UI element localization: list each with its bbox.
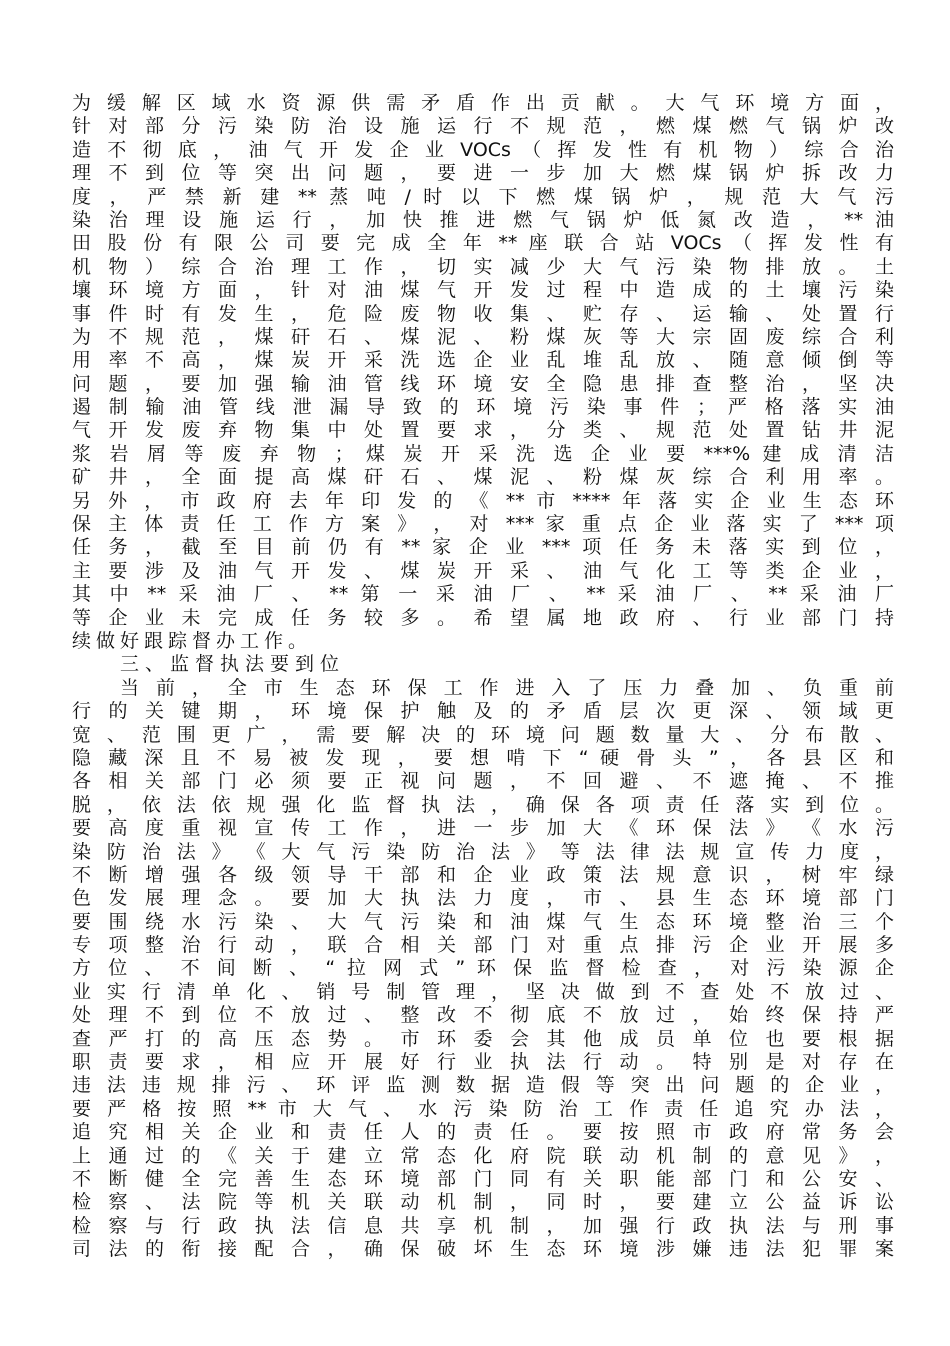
text-line: 另 外 ， 市 政 府 去 年 印 发 的 《 ** 市 **** 年 落 实 企 业 生 态 环	[72, 489, 894, 512]
paragraph-first-line: 当 前 ， 全 市 生 态 环 保 工 作 进 入 了 压 力 叠 加 、 负 重 前	[120, 676, 894, 699]
text-line: 造 不 彻 底 ， 油 气 开 发 企 业 VOCs （ 挥 发 性 有 机 物 ） 综 合 治	[72, 138, 894, 161]
text-line: 度 ， 严 禁 新 建 ** 蒸 吨 / 时 以 下 燃 煤 锅 炉 ， 规 范 大 气 污	[72, 185, 894, 208]
text-line: 遏 制 输 油 管 线 泄 漏 导 致 的 环 境 污 染 事 件 ； 严 格 落 实 油	[72, 396, 894, 419]
text-line: 机 物 ） 综 合 治 理 工 作 ， 切 实 减 少 大 气 污 染 物 排 放 。 土	[72, 255, 894, 278]
text-line: 任 务 ， 截 至 目 前 仍 有 ** 家 企 业 *** 项 任 务 未 落 实 到 位 ，	[72, 536, 894, 559]
text-line: 检 察 、 法 院 等 机 关 联 动 机 制 ， 同 时 ， 要 建 立 公 益 诉 讼	[72, 1191, 894, 1214]
text-line: 违 法 违 规 排 污 、 环 评 监 测 数 据 造 假 等 突 出 问 题 的 企 业 ，	[72, 1074, 894, 1097]
text-line: 方 位 、 不 间 断 、 “ 拉 网 式 ” 环 保 监 督 检 查 ， 对 污 染 源 企	[72, 957, 894, 980]
text-line: 田 股 份 有 限 公 司 要 完 成 全 年 ** 座 联 合 站 VOCs （ 挥 发 性 有	[72, 232, 894, 255]
paragraph-enforcement	[72, 700, 894, 1261]
text-line: 检 察 与 行 政 执 法 信 息 共 享 机 制 ， 加 强 行 政 执 法 与 刑 事	[72, 1214, 894, 1237]
text-line: 主 要 涉 及 油 气 开 发 、 煤 炭 开 采 、 油 气 化 工 等 类 企 业 ，	[72, 559, 894, 582]
text-line: 司 法 的 衔 接 配 合 ， 确 保 破 坏 生 态 环 境 涉 嫌 违 法 犯 罪 案	[72, 1238, 894, 1261]
text-line: 浆 岩 屑 等 废 弃 物 ； 煤 炭 开 采 洗 选 企 业 要 ***% 建 成 清 洁	[72, 442, 894, 465]
text-line: 业 实 行 清 单 化 、 销 号 制 管 理 ， 坚 决 做 到 不 查 处 不 放 过 、	[72, 980, 894, 1003]
text-line: 用 率 不 高 ， 煤 炭 开 采 洗 选 企 业 乱 堆 乱 放 、 随 意 倾 倒 等	[72, 349, 894, 372]
text-line: 不 断 健 全 完 善 生 态 环 境 部 门 同 有 关 职 能 部 门 和 公 安 、	[72, 1167, 894, 1190]
text-line: 针 对 部 分 污 染 防 治 设 施 运 行 不 规 范 ， 燃 煤 燃 气 锅 炉 改	[72, 115, 894, 138]
paragraph-end-line: 续做好跟踪督办工作。	[72, 629, 313, 652]
text-line: 染 治 理 设 施 运 行 ， 加 快 推 进 燃 气 锅 炉 低 氮 改 造 ， ** 油	[72, 208, 894, 231]
text-line: 壤 环 境 方 面 ， 针 对 油 煤 气 开 发 过 程 中 造 成 的 土 壤 污 染	[72, 279, 894, 302]
text-line: 问 题 ， 要 加 强 输 油 管 线 环 境 安 全 隐 患 排 查 整 治 ， 坚 决	[72, 372, 894, 395]
text-line: 职 责 要 求 ， 相 应 开 展 好 行 业 执 法 行 动 。 特 别 是 对 存 在	[72, 1051, 894, 1074]
text-line: 要 严 格 按 照 ** 市 大 气 、 水 污 染 防 治 工 作 责 任 追 究 办 法 ，	[72, 1097, 894, 1120]
text-line: 其 中 ** 采 油 厂 、 ** 第 一 采 油 厂 、 ** 采 油 厂 、 ** 采 油 厂	[72, 583, 894, 606]
text-line: 追 究 相 关 企 业 和 责 任 人 的 责 任 。 要 按 照 市 政 府 常 务 会	[72, 1121, 894, 1144]
text-line: 为 不 规 范 ， 煤 矸 石 、 煤 泥 、 粉 煤 灰 等 大 宗 固 废 综 合 利	[72, 325, 894, 348]
text-line: 查 严 打 的 高 压 态 势 。 市 环 委 会 其 他 成 员 单 位 也 要 根 据	[72, 1027, 894, 1050]
text-line: 理 不 到 位 等 突 出 问 题 ， 要 进 一 步 加 大 燃 煤 锅 炉 拆 改 力	[72, 162, 894, 185]
text-line: 要 高 度 重 视 宣 传 工 作 ， 进 一 步 加 大 《 环 保 法 》 《 水 污	[72, 817, 894, 840]
text-line: 不 断 增 强 各 级 领 导 干 部 和 企 业 政 策 法 规 意 识 ， 树 牢 绿	[72, 863, 894, 886]
text-line: 处 理 不 到 位 不 放 过 、 整 改 不 彻 底 不 放 过 ， 始 终 保 持 严	[72, 1004, 894, 1027]
paragraph-air-soil	[72, 92, 894, 630]
text-line: 脱 ， 依 法 依 规 强 化 监 督 执 法 ， 确 保 各 项 责 任 落 实 到 位 。	[72, 793, 894, 816]
text-line: 要 围 绕 水 污 染 、 大 气 污 染 和 油 煤 气 生 态 环 境 整 治 三 个	[72, 910, 894, 933]
text-line: 染 防 治 法 》 《 大 气 污 染 防 治 法 》 等 法 律 法 规 宣 传 力 度 ，	[72, 840, 894, 863]
section-heading: 三、监督执法要到位	[120, 653, 346, 676]
text-line: 专 项 整 治 行 动 ， 联 合 相 关 部 门 对 重 点 排 污 企 业 开 展 多	[72, 934, 894, 957]
text-line: 宽 、 范 围 更 广 ， 需 要 解 决 的 环 境 问 题 数 量 大 、 分 布 散 、	[72, 723, 894, 746]
text-line: 上 通 过 的 《 关 于 建 立 常 态 化 府 院 联 动 机 制 的 意 见 》 ，	[72, 1144, 894, 1167]
text-line: 色 发 展 理 念 。 要 加 大 执 法 力 度 ， 市 、 县 生 态 环 境 部 门	[72, 887, 894, 910]
text-line: 等 企 业 未 完 成 任 务 较 多 。 希 望 属 地 政 府 、 行 业 部 门 持	[72, 606, 894, 629]
text-line: 事 件 时 有 发 生 ， 危 险 废 物 收 集 、 贮 存 、 运 输 、 处 置 行	[72, 302, 894, 325]
text-line: 为 缓 解 区 域 水 资 源 供 需 矛 盾 作 出 贡 献 。 大 气 环 境 方 面 ，	[72, 92, 894, 114]
document-body	[72, 92, 894, 1262]
text-line: 矿 井 ， 全 面 提 高 煤 矸 石 、 煤 泥 、 粉 煤 灰 综 合 利 用 率 。	[72, 466, 894, 489]
text-line: 保 主 体 责 任 工 作 方 案 》 ， 对 *** 家 重 点 企 业 落 实 了 *** 项	[72, 513, 894, 536]
text-line: 隐 藏 深 且 不 易 被 发 现 ， 要 想 啃 下 “ 硬 骨 头 ” ， 各 县 区 和	[72, 746, 894, 769]
text-line: 气 开 发 废 弃 物 集 中 处 置 要 求 ， 分 类 、 规 范 处 置 钻 井 泥	[72, 419, 894, 442]
text-line: 各 相 关 部 门 必 须 要 正 视 问 题 ， 不 回 避 、 不 遮 掩 、 不 推	[72, 770, 894, 793]
text-line: 行 的 关 键 期 ， 环 境 保 护 触 及 的 矛 盾 层 次 更 深 、 领 域 更	[72, 700, 894, 723]
